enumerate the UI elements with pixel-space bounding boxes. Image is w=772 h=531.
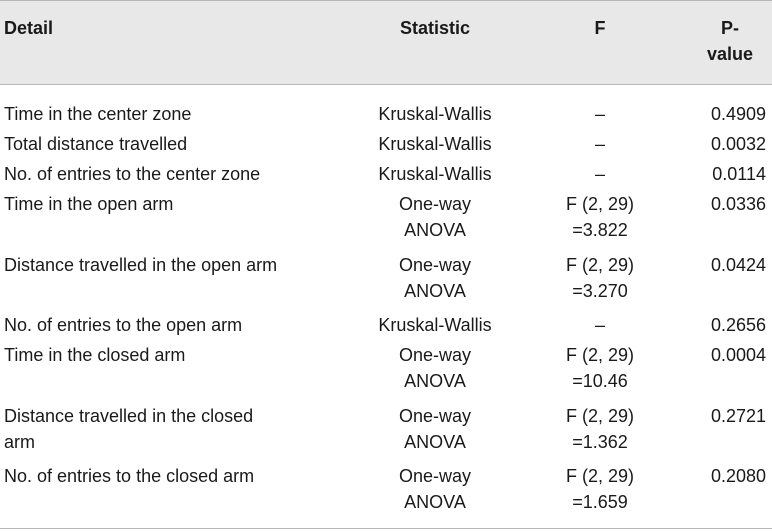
cell-p-value: 0.0004: [710, 345, 766, 365]
cell-p-value: 0.2721: [710, 406, 766, 426]
cell-text: Total distance travelled: [4, 134, 188, 154]
cell-text: ANOVA: [404, 220, 466, 240]
cell-f: [540, 252, 660, 304]
cell-p-value: 0.0114: [712, 164, 766, 184]
cell-text: F (2, 29): [565, 345, 635, 365]
cell-p-value: 0.0032: [710, 134, 766, 154]
cell-p-value: 0.0336: [710, 194, 766, 214]
cell-text: One-way: [398, 194, 472, 214]
cell-detail: [4, 101, 344, 127]
cell-f: [540, 131, 660, 157]
cell-text: Distance travelled in the open arm: [4, 255, 278, 275]
cell-text: ANOVA: [404, 371, 466, 391]
cell-text: Distance travelled in the closed: [4, 406, 254, 426]
table-header: [0, 0, 772, 85]
cell-text: Time in the center zone: [4, 104, 192, 124]
cell-text: F (2, 29): [565, 255, 635, 275]
cell-detail: [4, 252, 344, 278]
cell-text: =1.362: [572, 432, 628, 452]
cell-text: –: [594, 104, 605, 124]
cell-f: [540, 312, 660, 338]
cell-text: =3.822: [572, 220, 628, 240]
cell-f: [540, 403, 660, 455]
cell-f: [540, 161, 660, 187]
cell-text: Kruskal-Wallis: [378, 164, 492, 184]
cell-text: Kruskal-Wallis: [378, 134, 492, 154]
cell-text: =3.270: [572, 281, 628, 301]
cell-statistic: [340, 312, 530, 338]
cell-text: Kruskal-Wallis: [378, 315, 492, 335]
cell-statistic: [340, 131, 530, 157]
cell-p-value: 0.4909: [710, 104, 766, 124]
cell-f: [540, 101, 660, 127]
cell-p-value: 0.2656: [710, 315, 766, 335]
cell-text: One-way: [398, 466, 472, 486]
cell-text: ANOVA: [404, 432, 466, 452]
cell-text: F (2, 29): [565, 194, 635, 214]
cell-detail: [4, 312, 344, 338]
cell-statistic: [340, 252, 530, 304]
cell-text: One-way: [398, 255, 472, 275]
header-p-value-line2: value: [706, 44, 754, 64]
cell-text: =10.46: [572, 371, 628, 391]
cell-detail: [4, 403, 344, 455]
cell-statistic: [340, 161, 530, 187]
cell-statistic: [340, 101, 530, 127]
bottom-rule: [0, 528, 772, 529]
cell-statistic: [340, 463, 530, 515]
cell-text: F (2, 29): [565, 466, 635, 486]
cell-text: –: [594, 315, 605, 335]
cell-text: One-way: [398, 345, 472, 365]
cell-text: ANOVA: [404, 492, 466, 512]
cell-f: [540, 342, 660, 394]
cell-text: –: [594, 134, 605, 154]
cell-p-value: 0.0424: [710, 255, 766, 275]
header-detail: Detail: [4, 18, 54, 38]
cell-p-value: 0.2080: [710, 466, 766, 486]
header-f: F: [594, 18, 606, 38]
cell-text: Kruskal-Wallis: [378, 104, 492, 124]
cell-detail: [4, 342, 344, 368]
cell-statistic: [340, 191, 530, 243]
cell-text: ANOVA: [404, 281, 466, 301]
cell-text: No. of entries to the closed arm: [4, 466, 255, 486]
cell-detail: [4, 191, 344, 217]
cell-text: arm: [4, 432, 35, 452]
cell-text: =1.659: [572, 492, 628, 512]
cell-detail: [4, 131, 344, 157]
cell-f: [540, 463, 660, 515]
cell-text: F (2, 29): [565, 406, 635, 426]
cell-text: No. of entries to the open arm: [4, 315, 243, 335]
cell-text: Time in the closed arm: [4, 345, 186, 365]
cell-f: [540, 191, 660, 243]
header-p-value: [688, 15, 772, 67]
cell-text: Time in the open arm: [4, 194, 174, 214]
cell-detail: [4, 161, 344, 187]
cell-statistic: [340, 342, 530, 394]
header-p-value-line1: P-: [721, 18, 739, 38]
cell-text: One-way: [398, 406, 472, 426]
cell-detail: [4, 463, 344, 489]
cell-text: No. of entries to the center zone: [4, 164, 261, 184]
cell-text: –: [594, 164, 605, 184]
cell-statistic: [340, 403, 530, 455]
header-statistic: Statistic: [399, 18, 471, 38]
